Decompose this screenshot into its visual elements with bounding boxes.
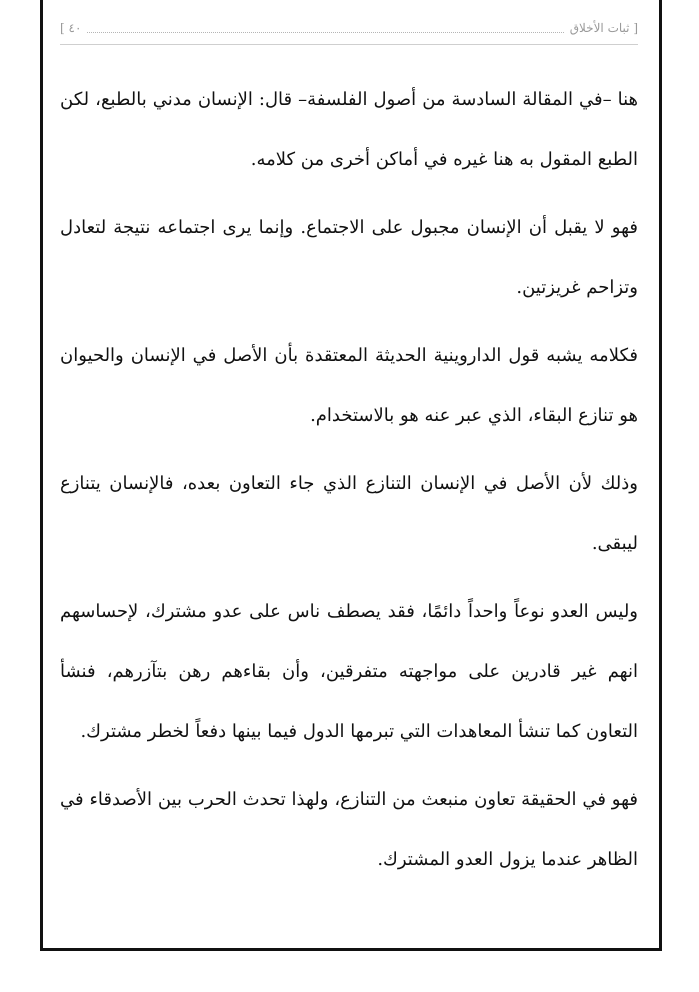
- running-title: [ ثبات الأخلاق: [569, 21, 638, 35]
- header-dot-leader: [87, 24, 563, 33]
- paragraph-2: فهو لا يقبل أن الإنسان مجبول على الاجتماع. وإنما يرى اجتماعه نتيجة لتعادل وتزاحم غريزتين.: [60, 217, 638, 298]
- paragraph-1: هنا –في المقالة السادسة من أصول الفلسفة– قال: الإنسان مدني بالطبع، لكن الطبع المقول به هنا غيره في أماكن أخرى من كلامه.: [60, 89, 638, 170]
- header-rule: [60, 44, 638, 45]
- paragraph-5: وليس العدو نوعاً واحداً دائمًا، فقد يصطف ناس على عدو مشترك، لإحساسهم انهم غير قادرين على مواجهته متفرقين، وأن بقاءهم رهن بتآزرهم، فنشأ التعاون كما تنشأ المعاهدات التي تبرمها الدول فيما بينها دفعاً لخطر مشترك.: [60, 601, 638, 742]
- paragraph-6: فهو في الحقيقة تعاون منبعث من التنازع، ولهذا تحدث الحرب بين الأصدقاء في الظاهر عندما يزول العدو المشترك.: [60, 789, 638, 870]
- body-text: [60, 70, 638, 898]
- paragraph-4: وذلك لأن الأصل في الإنسان التنازع الذي جاء التعاون بعده، فالإنسان يتنازع ليبقى.: [60, 473, 638, 554]
- running-header: [60, 18, 638, 38]
- page-number: ٤٠ ]: [60, 21, 82, 35]
- paragraph-3: فكلامه يشبه قول الداروينية الحديثة المعتقدة بأن الأصل في الإنسان والحيوان هو تنازع البقاء، الذي عبر عنه هو بالاستخدام.: [60, 345, 638, 426]
